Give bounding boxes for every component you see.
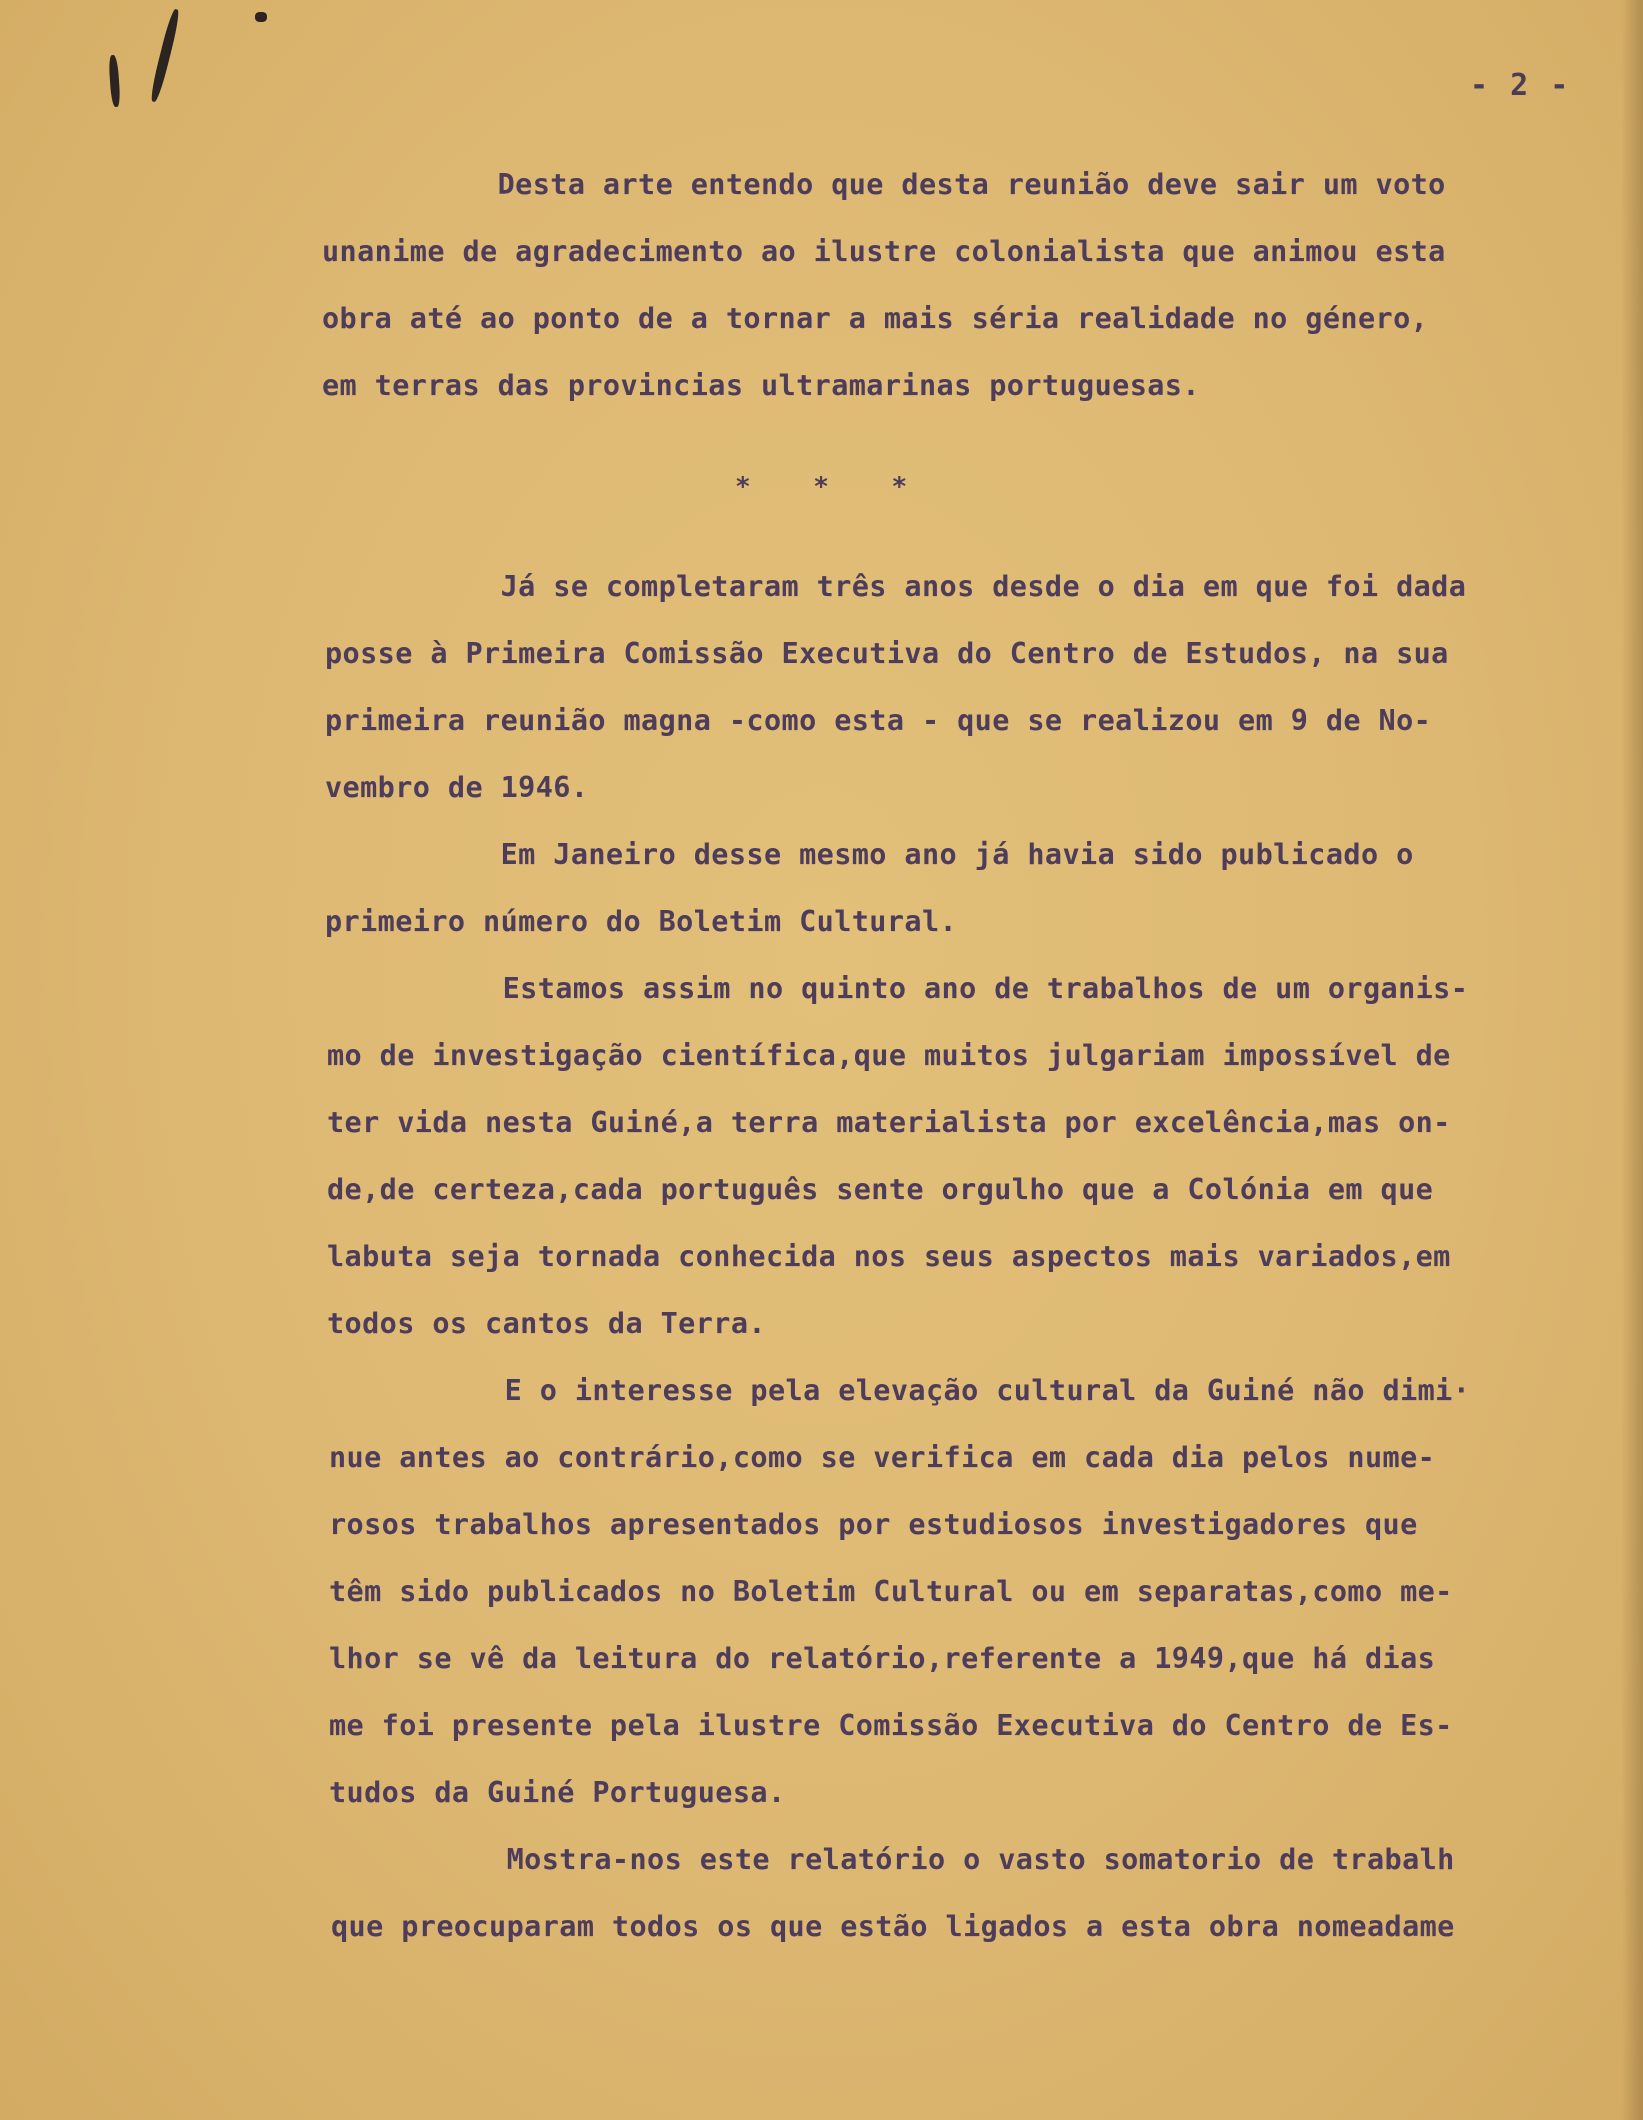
text-line: me foi presente pela ilustre Comissão Executiva do Centro de Es- bbox=[329, 1709, 1453, 1742]
text-line: em terras das provincias ultramarinas portuguesas. bbox=[322, 369, 1200, 402]
ink-smudge-3 bbox=[255, 12, 267, 22]
page-edge-shadow bbox=[1621, 0, 1643, 2120]
text-line: obra até ao ponto de a tornar a mais séria realidade no género, bbox=[322, 302, 1429, 335]
ink-smudge-2 bbox=[149, 8, 182, 103]
text-line: mo de investigação científica,que muitos julgariam impossível de bbox=[327, 1039, 1451, 1072]
text-line: Já se completaram três anos desde o dia em que foi dada bbox=[325, 570, 1467, 603]
text-line: têm sido publicados no Boletim Cultural ou em separatas,como me- bbox=[329, 1575, 1453, 1608]
text-line: todos os cantos da Terra. bbox=[327, 1307, 766, 1340]
text-line: nue antes ao contrário,como se verifica em cada dia pelos nume- bbox=[329, 1441, 1436, 1474]
text-line: unanime de agradecimento ao ilustre colonialista que animou esta bbox=[322, 235, 1446, 268]
text-line: primeiro número do Boletim Cultural. bbox=[325, 905, 958, 938]
section-separator: * * * bbox=[735, 472, 908, 502]
text-line: de,de certeza,cada português sente orgulho que a Colónia em que bbox=[327, 1173, 1434, 1206]
text-line: tudos da Guiné Portuguesa. bbox=[329, 1776, 786, 1809]
text-line: Estamos assim no quinto ano de trabalhos de um organis- bbox=[327, 972, 1469, 1005]
text-line: primeira reunião magna -como esta - que se realizou em 9 de No- bbox=[325, 704, 1432, 737]
text-line: rosos trabalhos apresentados por estudiosos investigadores que bbox=[329, 1508, 1418, 1541]
page-number: - 2 - bbox=[1470, 68, 1571, 103]
text-line: labuta seja tornada conhecida nos seus aspectos mais variados,em bbox=[327, 1240, 1451, 1273]
text-line: E o interesse pela elevação cultural da Guiné não dimi· bbox=[329, 1374, 1471, 1407]
text-line: lhor se vê da leitura do relatório,referente a 1949,que há dias bbox=[329, 1642, 1436, 1675]
text-line: Mostra-nos este relatório o vasto somatorio de trabalh bbox=[331, 1843, 1455, 1876]
text-line: ter vida nesta Guiné,a terra materialista por excelência,mas on- bbox=[327, 1106, 1451, 1139]
text-line: posse à Primeira Comissão Executiva do Centro de Estudos, na sua bbox=[325, 637, 1449, 670]
text-line: Desta arte entendo que desta reunião deve sair um voto bbox=[322, 168, 1446, 201]
text-line: que preocuparam todos os que estão ligados a esta obra nomeadame bbox=[331, 1910, 1455, 1943]
text-line: Em Janeiro desse mesmo ano já havia sido publicado o bbox=[325, 838, 1414, 871]
ink-smudge-1 bbox=[108, 55, 121, 108]
text-line: vembro de 1946. bbox=[325, 771, 589, 804]
